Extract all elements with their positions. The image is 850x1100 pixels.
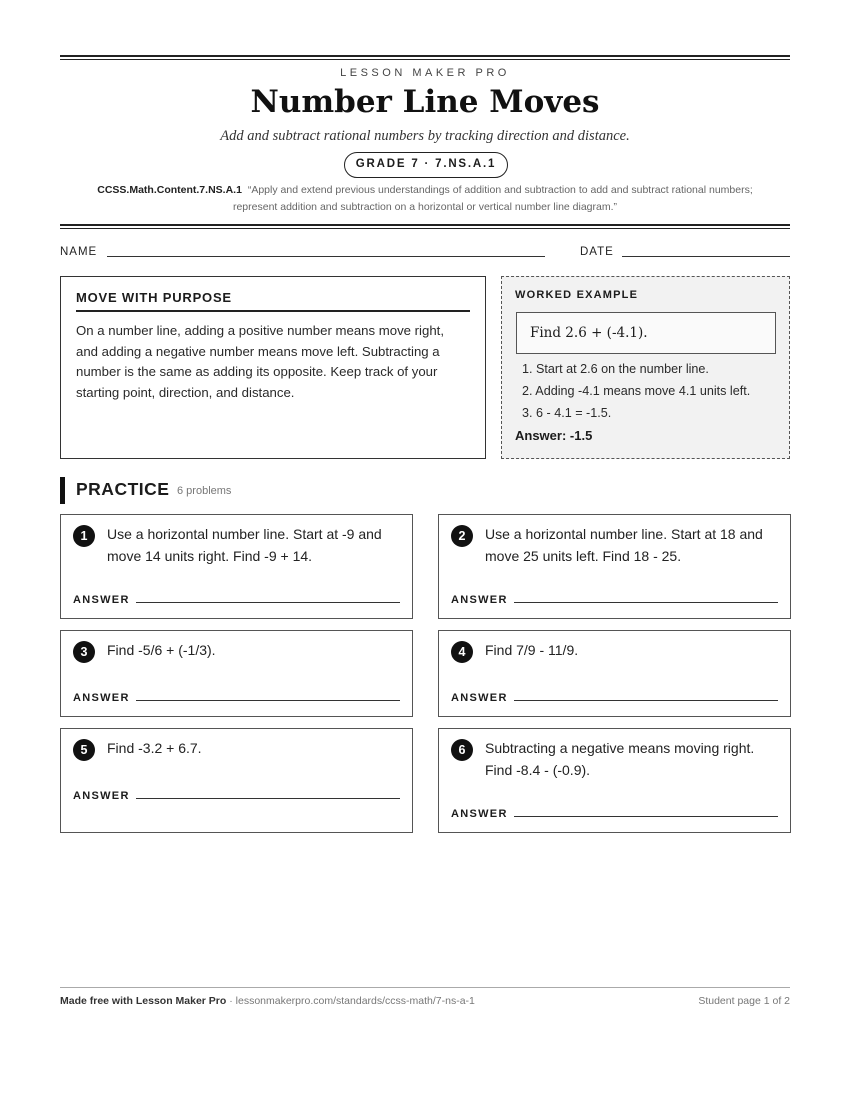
practice-accent-bar — [60, 477, 65, 504]
answer-label: ANSWER — [451, 692, 508, 704]
answer-field[interactable] — [136, 798, 400, 799]
standard-quote-line2: represent addition and subtraction on a horizontal or vertical number line diagram.” — [232, 201, 618, 213]
purpose-heading: MOVE WITH PURPOSE — [76, 290, 470, 312]
worked-step: 2. Adding -4.1 means move 4.1 units left. — [522, 384, 751, 398]
problem-card-6 — [438, 728, 791, 833]
date-label: DATE — [580, 246, 614, 258]
footer-url[interactable]: · lessonmakerpro.com/standards/ccss-math/7-ns-a-1 — [226, 995, 475, 1007]
standard-quote-line1: “Apply and extend previous understandings of addition and subtraction to add and subtract rational numbers; — [247, 184, 753, 196]
worked-example-problem: Find 2.6 + (-4.1). — [516, 312, 776, 354]
answer-field[interactable] — [514, 700, 778, 701]
answer-label: ANSWER — [73, 790, 130, 802]
problem-text: Find -5/6 + (-1/3). — [107, 642, 216, 658]
problem-text: Find -3.2 + 6.7. — [107, 740, 202, 756]
answer-field[interactable] — [514, 602, 778, 603]
worked-example-box — [501, 276, 790, 459]
page-indicator: Student page 1 of 2 — [698, 995, 790, 1007]
problem-card-3 — [60, 630, 413, 717]
problem-text: Find 7/9 - 11/9. — [485, 642, 579, 658]
problem-number-badge: 4 — [451, 641, 473, 663]
problem-card-2 — [438, 514, 791, 619]
worked-step: 3. 6 - 4.1 = -1.5. — [522, 406, 612, 420]
problem-number-badge: 2 — [451, 525, 473, 547]
grade-badge: GRADE 7 · 7.NS.A.1 — [344, 152, 508, 178]
problem-text: Subtracting a negative means moving right. Find -8.4 - (-0.9). — [485, 740, 755, 778]
answer-field[interactable] — [514, 816, 778, 817]
answer-field[interactable] — [136, 602, 400, 603]
practice-heading: PRACTICE — [76, 479, 170, 499]
problem-card-5 — [60, 728, 413, 833]
standard-citation — [60, 182, 790, 216]
date-field[interactable] — [622, 256, 790, 257]
answer-label: ANSWER — [451, 808, 508, 820]
problem-number-badge: 5 — [73, 739, 95, 761]
footer-brand: Made free with Lesson Maker Pro — [60, 995, 227, 1007]
header-top-rule — [60, 55, 790, 60]
answer-label: ANSWER — [451, 594, 508, 606]
worked-example-heading: WORKED EXAMPLE — [515, 289, 639, 301]
answer-label: ANSWER — [73, 692, 130, 704]
problem-text: Use a horizontal number line. Start at -9 and move 14 units right. Find -9 + 14. — [107, 526, 382, 564]
problem-number-badge: 3 — [73, 641, 95, 663]
answer-label: ANSWER — [73, 594, 130, 606]
worked-example-steps — [522, 358, 784, 424]
footer-credit — [60, 995, 475, 1007]
problem-card-1 — [60, 514, 413, 619]
purpose-text: On a number line, adding a positive number means move right, and adding a negative number means move left. Subtracting a number is the same as adding its opposite. Keep track of your starting point, direction, and distance. — [76, 323, 444, 400]
problem-number-badge: 6 — [451, 739, 473, 761]
worked-example-answer: Answer: -1.5 — [515, 428, 593, 443]
name-label: NAME — [60, 246, 98, 258]
problem-number-badge: 1 — [73, 525, 95, 547]
page-title: Number Line Moves — [250, 84, 600, 120]
name-field[interactable] — [107, 256, 545, 257]
footer-rule — [60, 987, 790, 988]
brand-name: LESSON MAKER PRO — [340, 67, 510, 79]
worked-step: 1. Start at 2.6 on the number line. — [522, 362, 709, 376]
page-subtitle: Add and subtract rational numbers by tracking direction and distance. — [220, 128, 630, 144]
problem-card-4 — [438, 630, 791, 717]
header-bottom-rule — [60, 224, 790, 229]
answer-field[interactable] — [136, 700, 400, 701]
standard-code: CCSS.Math.Content.7.NS.A.1 — [97, 184, 242, 196]
problem-text: Use a horizontal number line. Start at 18 and move 25 units left. Find 18 - 25. — [485, 526, 763, 564]
practice-count: 6 problems — [177, 485, 232, 497]
purpose-box — [60, 276, 486, 459]
